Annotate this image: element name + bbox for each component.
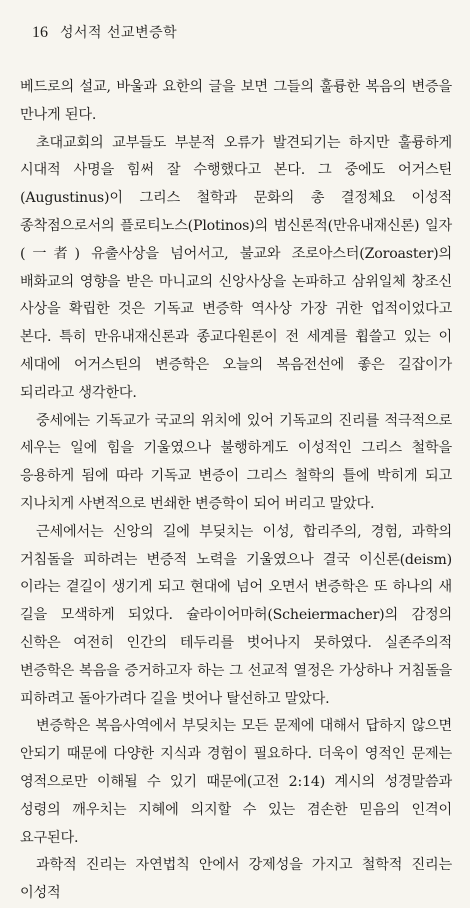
page-number: 16 bbox=[32, 24, 48, 41]
paragraph-6: 과학적 진리는 자연법칙 안에서 강제성을 가지고 철학적 진리는 이성적 bbox=[20, 857, 452, 902]
body-text bbox=[20, 74, 452, 908]
paragraph-2: 초대교회의 교부들도 부분적 오류가 발견되기는 하지만 훌륭하게 시대적 사명을 힘써 잘 수행했다고 본다. 그 중에도 어거스틴(Augustinus)이 그리스 철학과 문화의 총 결정체요 이성적 종착점으로서의 플로티노스(Plotinos)의 범신론적(만유내재신론) 일자(一者) 유출사상을 넘어서고, 불교와 조로아스터(Zoroaster)의 배화교의 영향을 받은 마니교의 신앙사상을 논파하고 삼위일체 창조신 사상을 확립한 것은 기독교 변증학 역사상 가장 귀한 업적이었다고 본다. 특히 만유내재신론과 종교다원론이 전 세계를 휩쓸고 있는 이 세대에 어거스틴의 변증학은 오늘의 복음전선에 좋은 길잡이가 되리라고 생각한다. bbox=[20, 134, 452, 401]
paragraph-3: 중세에는 기독교가 국교의 위치에 있어 기독교의 진리를 적극적으로 세우는 일에 힘을 기울였으나 불행하게도 이성적인 그리스 철학을 응용하게 됨에 따라 기독교 변증이 그리스 철학의 틀에 박히게 되고 지나치게 사변적으로 번쇄한 변증학이 되어 버리고 말았다. bbox=[20, 412, 452, 512]
paragraph-5: 변증학은 복음사역에서 부딪치는 모든 문제에 대해서 답하지 않으면 안되기 때문에 다양한 지식과 경험이 필요하다. 더욱이 영적인 문제는 영적으로만 이해될 수 있기 때문에(고전 2:14) 계시의 성경말씀과 성령의 깨우치는 지혜에 의지할 수 있는 겸손한 믿음의 인격이 요구된다. bbox=[20, 718, 452, 846]
page-header bbox=[32, 22, 452, 52]
paragraph-4: 근세에서는 신앙의 길에 부딪치는 이성, 합리주의, 경험, 과학의 거침돌을 피하려는 변증적 노력을 기울였으나 결국 이신론(deism)이라는 곁길이 생기게 되고 현대에 넘어 오면서 변증학은 또 하나의 새 길을 모색하게 되었다. 슐라이어마허(Scheiermacher)의 감정의 신학은 여전히 인간의 테두리를 벗어나지 못하였다. 실존주의적 변증학은 복음을 증거하고자 하는 그 선교적 열정은 가상하나 거침돌을 피하려고 돌아가려다 길을 벗어나 탈선하고 말았다. bbox=[20, 523, 452, 707]
paragraph-1: 베드로의 설교, 바울과 요한의 글을 보면 그들의 훌륭한 복음의 변증을 만나게 된다. bbox=[20, 79, 452, 123]
running-title: 성서적 선교변증학 bbox=[60, 25, 178, 41]
